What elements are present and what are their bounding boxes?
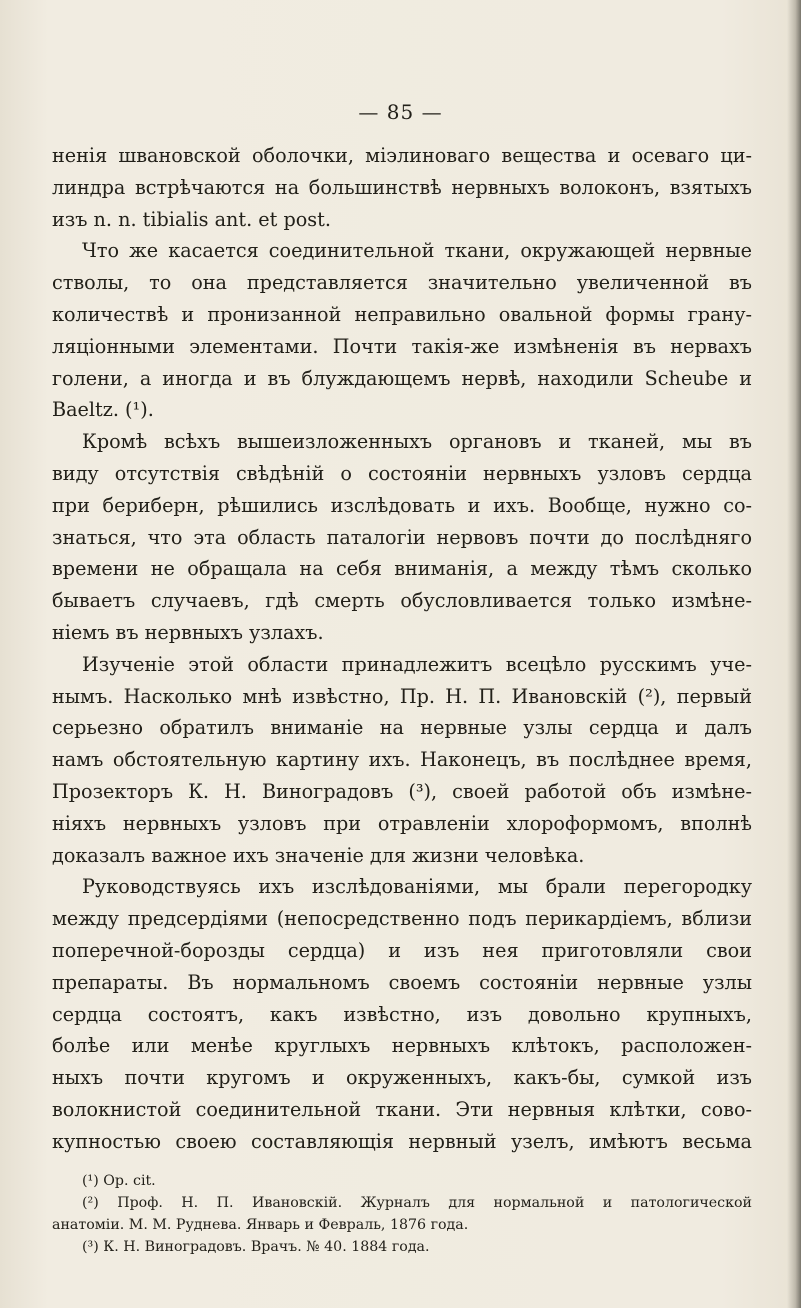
text-line: Руководствуясь ихъ изслѣдованіями, мы брали перегородку [82, 875, 752, 899]
page-number: — 85 — [358, 100, 443, 124]
text-line: Прозекторъ К. Н. Виноградовъ (³), своей работой объ измѣне- [52, 779, 752, 803]
paragraph-2 [52, 235, 752, 426]
footnote-2-continuation: анатоміи. М. М. Руднева. Январь и Февраль, 1876 года. [52, 1216, 469, 1233]
text-line: ненія швановской оболочки, міэлиноваго вещества и осеваго ци- [52, 144, 752, 167]
text-line: количествѣ и пронизанной неправильно овальной формы грану- [52, 302, 752, 326]
text-line: Что же касается соединительной ткани, окружающей нервные [82, 239, 752, 263]
paragraph-1 [52, 140, 752, 235]
footnote-2: (²) Проф. Н. П. Ивановскій. Журналъ для нормальной и патологической [82, 1194, 752, 1211]
text-line: Baeltz. (¹). [52, 398, 154, 422]
text-line: между предсердіями (непосредственно подъ перикардіемъ, вблизи [52, 907, 752, 931]
text-line: купностью своею составляющія нервный узелъ, имѣютъ весьма [52, 1129, 752, 1153]
text-line: изъ n. n. tibialis ant. et post. [52, 207, 331, 231]
text-line: ныхъ почти кругомъ и окруженныхъ, какъ-бы, сумкой изъ [52, 1066, 752, 1090]
text-line: виду отсутствія свѣдѣній о состояніи нервныхъ узловъ сердца [52, 461, 752, 485]
text-line: сердца состоятъ, какъ извѣстно, изъ довольно крупныхъ, [52, 1002, 752, 1026]
text-line: голени, а иногда и въ блуждающемъ нервѣ, находили Scheube и [52, 366, 752, 390]
text-line: поперечной-борозды сердца) и изъ нея приготовляли свои [52, 938, 752, 962]
text-line: нымъ. Насколько мнѣ извѣстно, Пр. Н. П. Ивановскій (²), первый [52, 684, 752, 708]
text-line: ляціонными элементами. Почти такія-же измѣненія въ нервахъ [52, 334, 752, 358]
page-edge-shadow [787, 0, 801, 1308]
footnote-1: (¹) Op. cit. [82, 1172, 156, 1189]
text-line: препараты. Въ нормальномъ своемъ состояніи нервные узлы [52, 970, 752, 994]
text-line: стволы, то она представляется значительно увеличенной въ [52, 271, 752, 295]
text-line: волокнистой соединительной ткани. Эти нервныя клѣтки, сово- [52, 1097, 752, 1121]
text-line: ніемъ въ нервныхъ узлахъ. [52, 620, 324, 644]
footnotes [52, 1170, 752, 1258]
text-line: болѣе или менѣе круглыхъ нервныхъ клѣтокъ, расположен- [52, 1034, 752, 1058]
text-line: бываетъ случаевъ, гдѣ смерть обусловливается только измѣне- [52, 589, 752, 613]
page-body [52, 140, 752, 1258]
paragraph-3 [52, 426, 752, 649]
text-line: знаться, что эта область паталогіи нервовъ почти до послѣдняго [52, 525, 752, 549]
text-line: ніяхъ нервныхъ узловъ при отравленіи хлороформомъ, вполнѣ [52, 811, 752, 835]
text-line: доказалъ важное ихъ значеніе для жизни человѣка. [52, 843, 585, 867]
text-line: намъ обстоятельную картину ихъ. Наконецъ, въ послѣднее время, [52, 748, 752, 772]
text-line: Кромѣ всѣхъ вышеизложенныхъ органовъ и тканей, мы въ [82, 430, 752, 454]
paragraph-5 [52, 871, 752, 1157]
text-line: при бериберн, рѣшились изслѣдовать и ихъ. Вообще, нужно со- [52, 493, 752, 517]
text-line: серьезно обратилъ вниманіе на нервные узлы сердца и далъ [52, 716, 752, 740]
footnote-3: (³) К. Н. Виноградовъ. Врачъ. № 40. 1884 года. [82, 1238, 430, 1255]
text-line: времени не обращала на себя вниманія, а между тѣмъ сколько [52, 557, 752, 581]
paragraph-4 [52, 649, 752, 872]
text-line: линдра встрѣчаются на большинствѣ нервныхъ волоконъ, взятыхъ [52, 175, 752, 199]
text-line: Изученіе этой области принадлежитъ всецѣло русскимъ уче- [82, 652, 752, 676]
